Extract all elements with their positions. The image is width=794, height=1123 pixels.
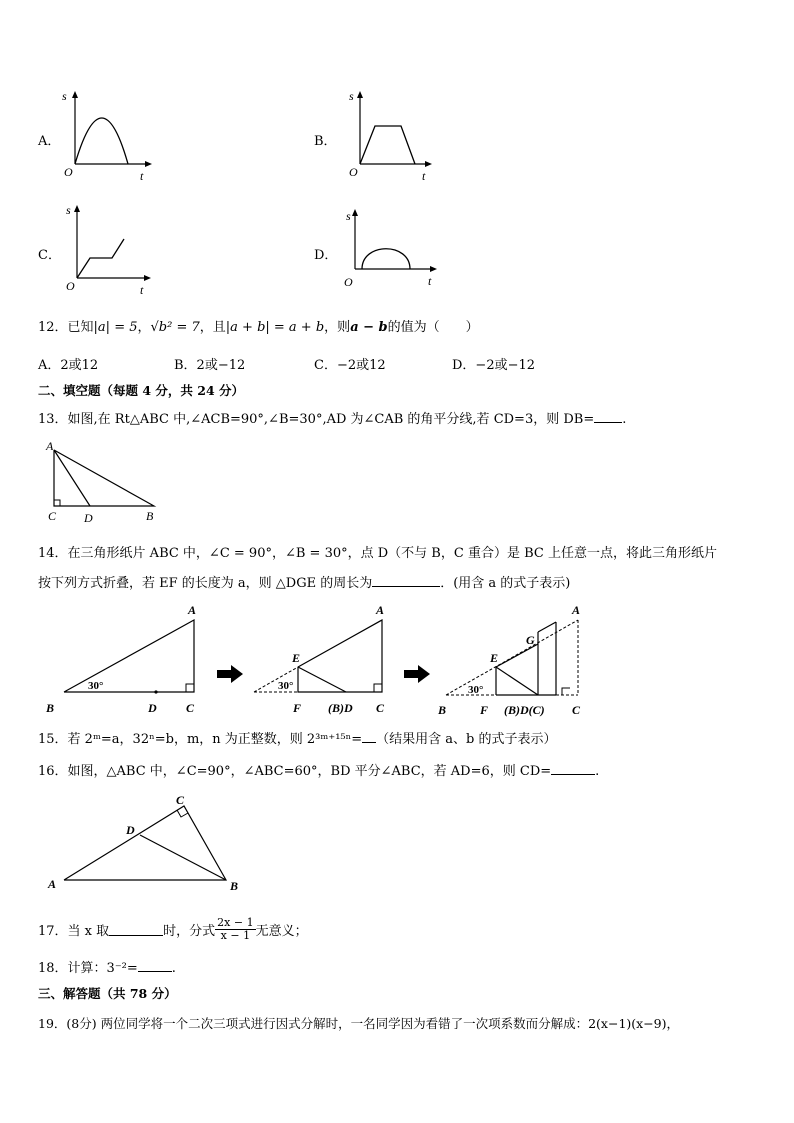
- axis-t-label: t: [140, 283, 144, 297]
- axis-s-label: s: [66, 203, 71, 217]
- fig3-label-a: A: [572, 603, 581, 617]
- section-3-heading: 三、解答题（共 78 分）: [38, 986, 177, 1001]
- question-18: [38, 957, 176, 976]
- question-17: [38, 914, 308, 944]
- q14-figure-2: [248, 602, 398, 717]
- q16-answer-blank: [551, 762, 595, 775]
- q12-sep1: ，: [137, 320, 151, 335]
- fig3-label-f: F: [480, 703, 489, 717]
- q12-mid: ，且: [199, 320, 226, 335]
- q14-line2a: 按下列方式折叠，若 EF 的长度为 a，则 △DGE 的周长为: [38, 576, 373, 591]
- graph-b: [345, 88, 465, 183]
- fig3-label-b: B: [438, 703, 447, 717]
- axis-s-label: s: [62, 89, 67, 103]
- fig3-label-e: E: [490, 651, 499, 665]
- graph-d: [340, 202, 460, 297]
- fig3-angle: 30°: [468, 684, 484, 696]
- axis-s-label: s: [349, 89, 354, 103]
- option-label: D．: [314, 248, 338, 263]
- q13-end: .: [622, 412, 627, 427]
- q13-label-b: B: [146, 509, 154, 523]
- q13-label-c: C: [48, 509, 57, 523]
- q16-text: 16．如图，△ABC 中，∠C=90°，∠ABC=60°，BD 平分∠ABC，若 AD=6，则 CD=: [38, 764, 552, 779]
- q13-text: 13．如图,在 Rt△ABC 中,∠ACB=90°,∠B=30°,AD 为∠CAB 的角平分线,若 CD=3，则 DB=: [38, 412, 595, 427]
- question-13: [38, 408, 626, 427]
- q13-answer-blank: [594, 410, 622, 423]
- arrow-right-icon: [217, 665, 247, 685]
- q18-text: 18．计算：3⁻²=: [38, 961, 138, 976]
- fig2-label-e: E: [292, 651, 301, 665]
- q13-label-d: D: [84, 511, 93, 525]
- q12-option-b: B．2或−12: [174, 358, 246, 373]
- q17-answer-blank: [109, 923, 163, 936]
- question-19: 19．(8分) 两位同学将一个二次三项式进行因式分解时，一名同学因为看错了一次项系数而分解成：2(x−1)(x−9)，: [38, 1016, 679, 1031]
- q17-denominator: x − 1: [220, 928, 251, 942]
- q12-expr: a − b: [350, 320, 388, 335]
- q12-sep2: ，则: [324, 320, 351, 335]
- fig1-label-b: B: [46, 701, 55, 715]
- question-15: [38, 728, 557, 747]
- origin-label: O: [66, 279, 75, 293]
- fig3-label-g: G: [526, 633, 535, 647]
- q15-end: （结果用含 a、b 的式子表示）: [376, 732, 557, 747]
- q18-answer-blank: [138, 959, 172, 972]
- axis-t-label: t: [422, 169, 426, 183]
- q12-option-c: C．−2或12: [314, 358, 386, 373]
- option-label: C．: [38, 248, 61, 263]
- q18-end: .: [171, 961, 176, 976]
- q14-figure-1: [42, 602, 212, 717]
- question-16: [38, 760, 599, 779]
- q13-figure: [40, 438, 170, 528]
- fig3-label-bdc: (B)D(C): [504, 703, 545, 717]
- fig2-angle: 30°: [278, 680, 294, 692]
- q15-text: 15．若 2ᵐ=a，32ⁿ=b，m，n 为正整数，则 2³ᵐ⁺¹⁵ⁿ=: [38, 732, 363, 747]
- q16-label-c: C: [176, 793, 185, 807]
- q12-option-a: A．2或12: [38, 358, 99, 373]
- graph-c: [62, 202, 182, 297]
- q14-line2b: ．(用含 a 的式子表示): [440, 576, 571, 591]
- q17-pre: 17．当 x 取: [38, 923, 110, 939]
- q17-numerator: 2x − 1: [217, 915, 254, 929]
- q12-prefix: 12．已知: [38, 320, 94, 335]
- origin-label: O: [344, 275, 353, 289]
- q14-figure-3: [438, 602, 598, 717]
- q17-post: 无意义；: [255, 923, 308, 939]
- q14-answer-blank: [372, 574, 440, 587]
- axis-t-label: t: [140, 169, 144, 183]
- fig1-label-c: C: [186, 701, 195, 715]
- axis-s-label: s: [346, 209, 351, 223]
- axis-t-label: t: [428, 274, 432, 288]
- q16-label-a: A: [48, 877, 57, 891]
- option-label: A．: [38, 134, 61, 149]
- arrow-right-icon: [404, 665, 434, 685]
- q16-label-b: B: [230, 879, 239, 893]
- section-2-heading: 二、填空题（每题 4 分，共 24 分）: [38, 383, 245, 398]
- q12-abs-a: |a| = 5: [93, 320, 138, 335]
- question-12: [38, 316, 479, 335]
- origin-label: O: [64, 165, 73, 179]
- fig2-label-a: A: [376, 603, 385, 617]
- q17-mid: 时，分式: [163, 923, 216, 939]
- q12-suffix: 的值为（ ）: [387, 320, 479, 335]
- q12-option-d: D．−2或−12: [452, 358, 536, 373]
- fig1-label-a: A: [188, 603, 197, 617]
- fig2-label-f: F: [293, 701, 302, 715]
- q17-fraction: [215, 917, 255, 942]
- fig3-label-c: C: [572, 703, 581, 717]
- q16-label-d: D: [126, 823, 135, 837]
- q15-answer-blank: [362, 730, 376, 743]
- q13-label-a: A: [46, 439, 54, 453]
- question-14-line1: 14．在三角形纸片 ABC 中，∠C = 90°，∠B = 30°，点 D（不与 B，C 重合）是 BC 上任意一点，将此三角形纸片: [38, 546, 717, 561]
- fig1-angle: 30°: [88, 680, 104, 692]
- fig1-label-d: D: [148, 701, 157, 715]
- fig2-label-bd: (B)D: [328, 701, 353, 715]
- q12-sqrt-b: √b² = 7: [150, 320, 200, 335]
- q16-end: .: [595, 764, 600, 779]
- q16-figure: [40, 792, 260, 892]
- q12-abs-ab: |a + b| = a + b: [225, 320, 325, 335]
- fig2-label-c: C: [376, 701, 385, 715]
- question-14-line2: [38, 572, 570, 591]
- option-label: B．: [314, 134, 337, 149]
- origin-label: O: [349, 165, 358, 179]
- graph-a: [60, 88, 180, 183]
